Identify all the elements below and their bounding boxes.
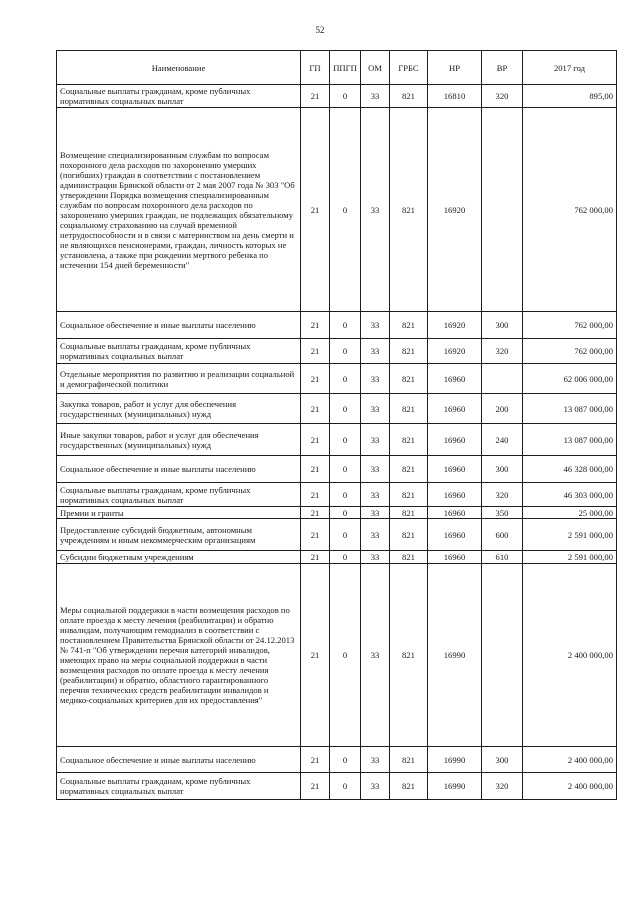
cell-grbs: 821 — [390, 747, 428, 773]
cell-vr: 200 — [482, 394, 523, 424]
table-row — [57, 747, 617, 773]
table-row — [57, 424, 617, 456]
table-row — [57, 364, 617, 394]
cell-gp: 21 — [301, 483, 330, 507]
cell-vr: 600 — [482, 519, 523, 551]
cell-om: 33 — [361, 507, 390, 519]
cell-nr: 16960 — [428, 551, 482, 564]
table-row — [57, 564, 617, 747]
cell-nr: 16920 — [428, 339, 482, 364]
cell-ppgp: 0 — [330, 507, 361, 519]
cell-amount: 762 000,00 — [523, 108, 617, 312]
cell-name: Социальные выплаты гражданам, кроме публичных нормативных социальных выплат — [57, 483, 301, 507]
cell-amount: 2 400 000,00 — [523, 747, 617, 773]
cell-grbs: 821 — [390, 564, 428, 747]
cell-gp: 21 — [301, 773, 330, 800]
cell-om: 33 — [361, 456, 390, 483]
cell-name: Возмещение специализированным службам по вопросам похоронного дела расходов по захоронению умерших (погибших) граждан в соответствии с постановлением администрации Брянской области от 2 мая 2007 года № 303 "Об утверждении Порядка возмещения специализированным службам по вопросам похоронного дела расходов по захоронению умерших граждан, не подлежащих обязательному социальному страхованию на случай временной нетрудоспособности и в связи с материнством на день смерти и не являющихся пенсионерами, граждан, личность которых не установлена, а также при рождении мертвого ребенка по истечении 154 дней беременности" — [57, 108, 301, 312]
cell-nr: 16960 — [428, 364, 482, 394]
cell-vr: 350 — [482, 507, 523, 519]
table-row — [57, 339, 617, 364]
column-header-vr: ВР — [482, 51, 523, 85]
cell-ppgp: 0 — [330, 339, 361, 364]
page-number: 52 — [315, 25, 325, 35]
cell-nr: 16960 — [428, 394, 482, 424]
table-row — [57, 312, 617, 339]
cell-nr: 16960 — [428, 519, 482, 551]
column-header-name: Наименование — [57, 51, 301, 85]
table-row — [57, 456, 617, 483]
cell-gp: 21 — [301, 424, 330, 456]
column-header-year: 2017 год — [523, 51, 617, 85]
cell-gp: 21 — [301, 364, 330, 394]
table-row — [57, 507, 617, 519]
cell-grbs: 821 — [390, 507, 428, 519]
cell-amount: 2 400 000,00 — [523, 564, 617, 747]
cell-om: 33 — [361, 773, 390, 800]
cell-vr: 320 — [482, 85, 523, 108]
cell-name: Социальные выплаты гражданам, кроме публичных нормативных социальных выплат — [57, 85, 301, 108]
cell-nr: 16920 — [428, 108, 482, 312]
cell-ppgp: 0 — [330, 85, 361, 108]
cell-name: Субсидии бюджетным учреждениям — [57, 551, 301, 564]
cell-amount: 62 006 000,00 — [523, 364, 617, 394]
cell-amount: 895,00 — [523, 85, 617, 108]
table-row — [57, 519, 617, 551]
cell-name: Иные закупки товаров, работ и услуг для обеспечения государственных (муниципальных) нужд — [57, 424, 301, 456]
cell-grbs: 821 — [390, 551, 428, 564]
cell-grbs: 821 — [390, 85, 428, 108]
cell-name: Социальное обеспечение и иные выплаты населению — [57, 747, 301, 773]
cell-amount: 46 303 000,00 — [523, 483, 617, 507]
table-row — [57, 483, 617, 507]
header-row — [57, 51, 617, 85]
cell-amount: 13 087 000,00 — [523, 394, 617, 424]
cell-grbs: 821 — [390, 364, 428, 394]
cell-vr — [482, 108, 523, 312]
cell-ppgp: 0 — [330, 108, 361, 312]
cell-gp: 21 — [301, 507, 330, 519]
cell-amount: 25 000,00 — [523, 507, 617, 519]
cell-nr: 16960 — [428, 483, 482, 507]
cell-grbs: 821 — [390, 456, 428, 483]
cell-amount: 2 591 000,00 — [523, 551, 617, 564]
cell-om: 33 — [361, 108, 390, 312]
cell-gp: 21 — [301, 551, 330, 564]
cell-vr — [482, 564, 523, 747]
cell-ppgp: 0 — [330, 312, 361, 339]
cell-name: Меры социальной поддержки в части возмещения расходов по оплате проезда к месту лечения (реабилитации) и обратно инвалидам, получающим гемодиализ в соответствии с постановлением Правительства Брянской области от 24.12.2013 № 741-п "Об утверждении перечня категорий инвалидов, имеющих право на меры социальной поддержки в части возмещения расходов по оплате проезда к месту лечения (реабилитации) и обратно, областного гарантированного перечня технических средств реабилитации инвалидов и медико-социальных критериев для их предоставления" — [57, 564, 301, 747]
cell-amount: 46 328 000,00 — [523, 456, 617, 483]
cell-om: 33 — [361, 85, 390, 108]
cell-gp: 21 — [301, 394, 330, 424]
cell-ppgp: 0 — [330, 564, 361, 747]
cell-grbs: 821 — [390, 312, 428, 339]
table-row — [57, 85, 617, 108]
cell-vr — [482, 364, 523, 394]
cell-name: Предоставление субсидий бюджетным, автономным учреждениям и иным некоммерческим организациям — [57, 519, 301, 551]
cell-ppgp: 0 — [330, 456, 361, 483]
cell-name: Премии и гранты — [57, 507, 301, 519]
cell-grbs: 821 — [390, 773, 428, 800]
cell-om: 33 — [361, 519, 390, 551]
cell-om: 33 — [361, 364, 390, 394]
table-row — [57, 108, 617, 312]
cell-nr: 16960 — [428, 424, 482, 456]
cell-vr: 320 — [482, 773, 523, 800]
column-header-ppgp: ППГП — [330, 51, 361, 85]
table-row — [57, 773, 617, 800]
cell-ppgp: 0 — [330, 424, 361, 456]
cell-vr: 300 — [482, 312, 523, 339]
cell-ppgp: 0 — [330, 773, 361, 800]
cell-nr: 16990 — [428, 773, 482, 800]
cell-name: Социальное обеспечение и иные выплаты населению — [57, 456, 301, 483]
cell-ppgp: 0 — [330, 551, 361, 564]
table-row — [57, 551, 617, 564]
cell-amount: 762 000,00 — [523, 312, 617, 339]
cell-gp: 21 — [301, 312, 330, 339]
cell-name: Социальные выплаты гражданам, кроме публичных нормативных социальных выплат — [57, 773, 301, 800]
cell-name: Отдельные мероприятия по развитию и реализации социальной и демографической политики — [57, 364, 301, 394]
cell-gp: 21 — [301, 85, 330, 108]
cell-gp: 21 — [301, 519, 330, 551]
cell-vr: 300 — [482, 747, 523, 773]
cell-om: 33 — [361, 394, 390, 424]
cell-amount: 13 087 000,00 — [523, 424, 617, 456]
budget-table — [56, 50, 617, 800]
cell-gp: 21 — [301, 108, 330, 312]
column-header-nr: НР — [428, 51, 482, 85]
cell-nr: 16810 — [428, 85, 482, 108]
cell-amount: 2 591 000,00 — [523, 519, 617, 551]
cell-om: 33 — [361, 564, 390, 747]
cell-vr: 240 — [482, 424, 523, 456]
cell-grbs: 821 — [390, 108, 428, 312]
cell-om: 33 — [361, 551, 390, 564]
cell-gp: 21 — [301, 456, 330, 483]
cell-name: Закупка товаров, работ и услуг для обеспечения государственных (муниципальных) нужд — [57, 394, 301, 424]
cell-nr: 16920 — [428, 312, 482, 339]
cell-ppgp: 0 — [330, 394, 361, 424]
cell-ppgp: 0 — [330, 483, 361, 507]
cell-om: 33 — [361, 339, 390, 364]
cell-nr: 16990 — [428, 747, 482, 773]
cell-gp: 21 — [301, 564, 330, 747]
cell-amount: 2 400 000,00 — [523, 773, 617, 800]
cell-vr: 610 — [482, 551, 523, 564]
cell-grbs: 821 — [390, 394, 428, 424]
cell-grbs: 821 — [390, 424, 428, 456]
column-header-gp: ГП — [301, 51, 330, 85]
cell-amount: 762 000,00 — [523, 339, 617, 364]
cell-ppgp: 0 — [330, 747, 361, 773]
cell-name: Социальные выплаты гражданам, кроме публичных нормативных социальных выплат — [57, 339, 301, 364]
table-row — [57, 394, 617, 424]
cell-ppgp: 0 — [330, 519, 361, 551]
cell-nr: 16960 — [428, 456, 482, 483]
cell-name: Социальное обеспечение и иные выплаты населению — [57, 312, 301, 339]
cell-ppgp: 0 — [330, 364, 361, 394]
cell-nr: 16960 — [428, 507, 482, 519]
cell-grbs: 821 — [390, 483, 428, 507]
cell-vr: 300 — [482, 456, 523, 483]
cell-vr: 320 — [482, 483, 523, 507]
cell-nr: 16990 — [428, 564, 482, 747]
cell-om: 33 — [361, 424, 390, 456]
cell-grbs: 821 — [390, 339, 428, 364]
cell-gp: 21 — [301, 747, 330, 773]
cell-gp: 21 — [301, 339, 330, 364]
cell-om: 33 — [361, 747, 390, 773]
column-header-om: ОМ — [361, 51, 390, 85]
cell-om: 33 — [361, 483, 390, 507]
cell-om: 33 — [361, 312, 390, 339]
cell-grbs: 821 — [390, 519, 428, 551]
column-header-grbs: ГРБС — [390, 51, 428, 85]
cell-vr: 320 — [482, 339, 523, 364]
